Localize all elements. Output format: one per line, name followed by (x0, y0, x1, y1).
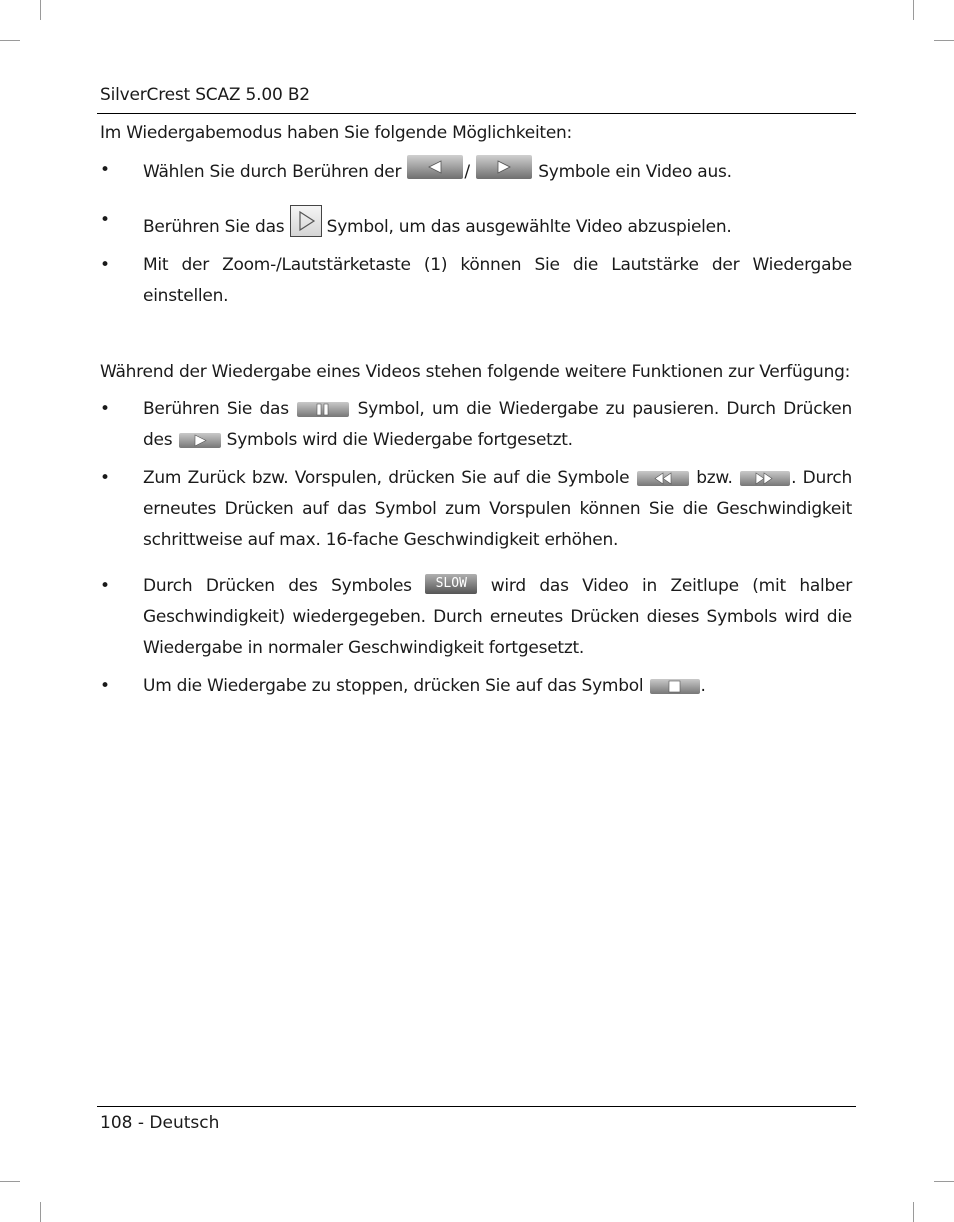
left-arrow-icon (407, 155, 463, 179)
fast-forward-icon (740, 471, 790, 486)
bullet: • (100, 576, 110, 596)
list-item (100, 571, 852, 664)
list-item (100, 205, 852, 243)
header-rule (97, 113, 856, 114)
item-text: Zum Zurück bzw. Vorspulen, drücken Sie auf die Symbole (143, 468, 630, 488)
crop-mark (934, 1181, 954, 1182)
item-text: bzw. (696, 468, 733, 488)
list-item (100, 463, 852, 556)
page-footer: 108 - Deutsch (100, 1113, 220, 1133)
item-text: Um die Wiedergabe zu stoppen, drücken Sie auf das Symbol (143, 676, 644, 696)
play-icon (290, 205, 322, 237)
page-header: SilverCrest SCAZ 5.00 B2 (100, 85, 310, 105)
playback-options-list (100, 155, 852, 312)
list-item (100, 671, 852, 702)
pause-icon (297, 402, 349, 417)
intro-text: Im Wiedergabemodus haben Sie folgende Möglichkeiten: (100, 123, 573, 143)
bullet: • (100, 399, 110, 419)
footer-rule (97, 1106, 856, 1107)
crop-mark (934, 40, 954, 41)
item-text: Berühren Sie das (143, 399, 289, 419)
right-arrow-icon (476, 155, 532, 179)
crop-mark (40, 1202, 41, 1222)
intro2-text: Während der Wiedergabe eines Videos stehen folgende weitere Funktionen zur Verfügung: (100, 362, 851, 382)
item-text: wird das Video in Zeitlupe (mit halber Geschwindigkeit) wiedergegeben. Durch erneutes Drücken dieses Symbols wird die Wiedergabe in normaler Geschwindigkeit fortgesetzt. (143, 576, 853, 658)
playback-functions-list (100, 394, 852, 702)
bullet: • (100, 468, 110, 488)
crop-mark (0, 1181, 20, 1182)
crop-mark (913, 1202, 914, 1222)
item-text: Symbol, um die Wiedergabe zu pausieren. Durch Drücken des (143, 399, 853, 450)
right-arrow-icon (179, 433, 221, 448)
slow-icon: SLOW (425, 574, 477, 594)
item-text: Mit der Zoom-/Lautstärketaste (1) können Sie die Lautstärke der Wiedergabe einstellen. (143, 255, 852, 306)
item-text: . Durch erneutes Drücken auf das Symbol zum Vorspulen können Sie die Geschwindigkeit schrittweise auf max. 16-fache Geschwindigkeit erhöhen. (143, 468, 853, 550)
list-item (100, 250, 852, 312)
crop-mark (913, 0, 914, 20)
stop-icon (650, 679, 700, 694)
list-item (100, 155, 852, 188)
item-text: Symbol, um das ausgewählte Video abzuspielen. (326, 217, 732, 237)
bullet: • (100, 676, 110, 696)
crop-mark (0, 40, 20, 41)
separator: / (464, 162, 470, 182)
list-item (100, 394, 852, 456)
item-text: Berühren Sie das (143, 217, 285, 237)
crop-mark (40, 0, 41, 20)
item-text: Wählen Sie durch Berühren der (143, 162, 402, 182)
bullet: • (100, 210, 110, 230)
item-text: Durch Drücken des Symboles (143, 576, 412, 596)
page-content (100, 118, 852, 702)
bullet: • (100, 160, 110, 180)
item-text: Symbols wird die Wiedergabe fortgesetzt. (226, 430, 573, 450)
item-text: Symbole ein Video aus. (538, 162, 732, 182)
bullet: • (100, 255, 110, 275)
item-text: . (700, 676, 706, 696)
rewind-icon (637, 471, 689, 486)
